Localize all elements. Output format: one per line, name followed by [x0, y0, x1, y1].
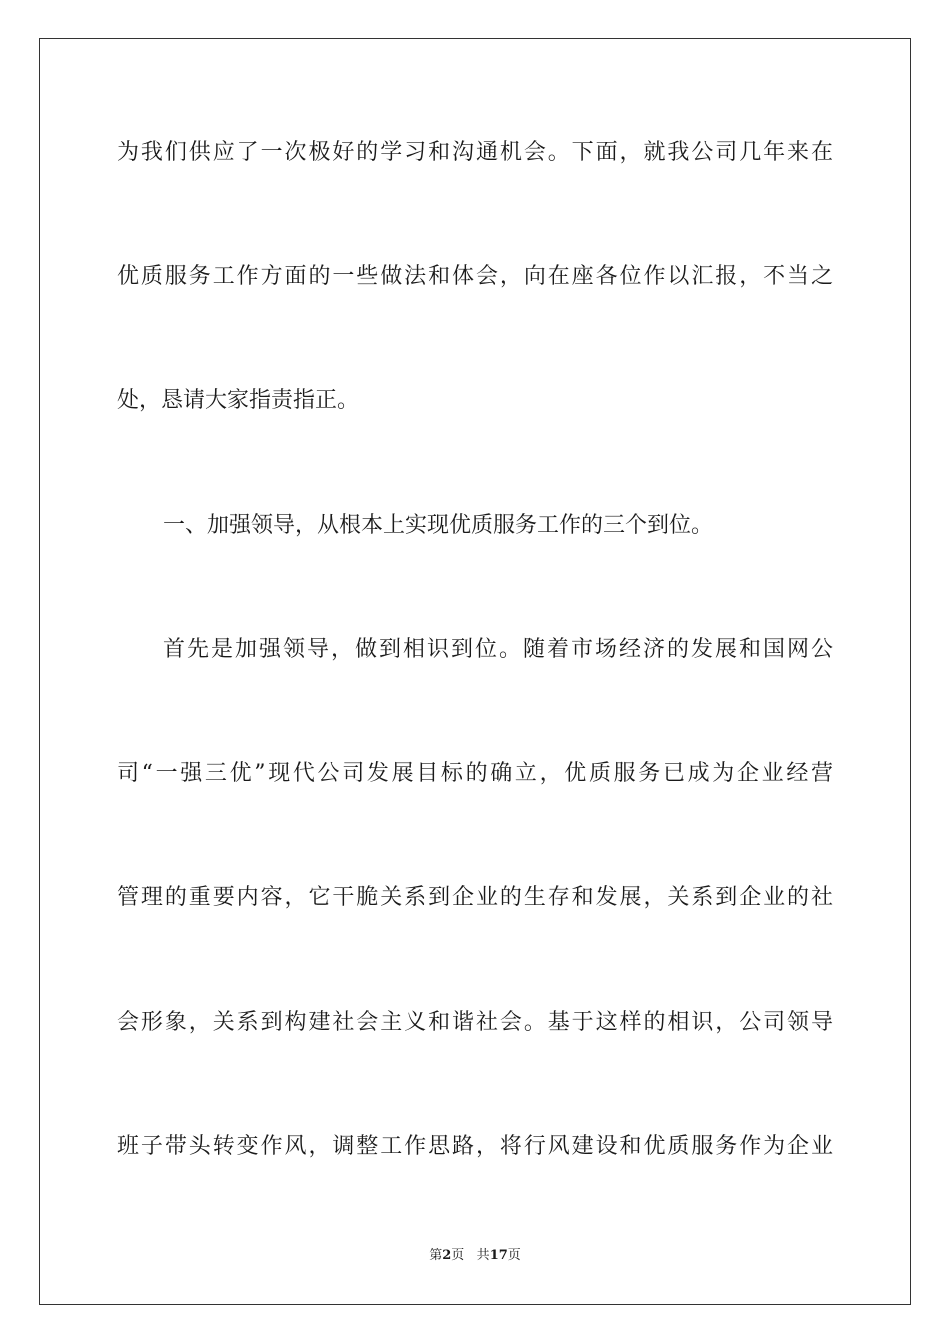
footer-total-pages: 17 [489, 1248, 508, 1263]
footer-page-suffix: 页 [451, 1248, 465, 1263]
page-border [39, 38, 911, 1305]
section-heading-1: 一、加强领导，从根本上实现优质服务工作的三个到位。 [163, 513, 714, 538]
footer-page-prefix: 第 [429, 1248, 443, 1263]
page-footer [0, 1247, 950, 1265]
footer-total-suffix: 页 [507, 1248, 521, 1263]
footer-total-prefix: 共 [476, 1248, 490, 1263]
text-line-5: 首先是加强领导，做到相识到位。随着市场经济的发展和国网公 [163, 637, 833, 662]
text-line-3: 处，恳请大家指责指正。 [117, 388, 360, 413]
text-line-7: 管理的重要内容，它干脆关系到企业的生存和发展，关系到企业的社 [117, 885, 833, 910]
text-line-8: 会形象，关系到构建社会主义和谐社会。基于这样的相识，公司领导 [117, 1010, 833, 1035]
text-line-2: 优质服务工作方面的一些做法和体会，向在座各位作以汇报，不当之 [117, 264, 833, 289]
text-line-6: 司“一强三优”现代公司发展目标的确立，优质服务已成为企业经营 [117, 761, 833, 786]
footer-page-number: 2 [442, 1248, 452, 1263]
text-line-1: 为我们供应了一次极好的学习和沟通机会。下面，就我公司几年来在 [117, 140, 833, 165]
text-line-9: 班子带头转变作风，调整工作思路，将行风建设和优质服务作为企业 [117, 1134, 833, 1159]
